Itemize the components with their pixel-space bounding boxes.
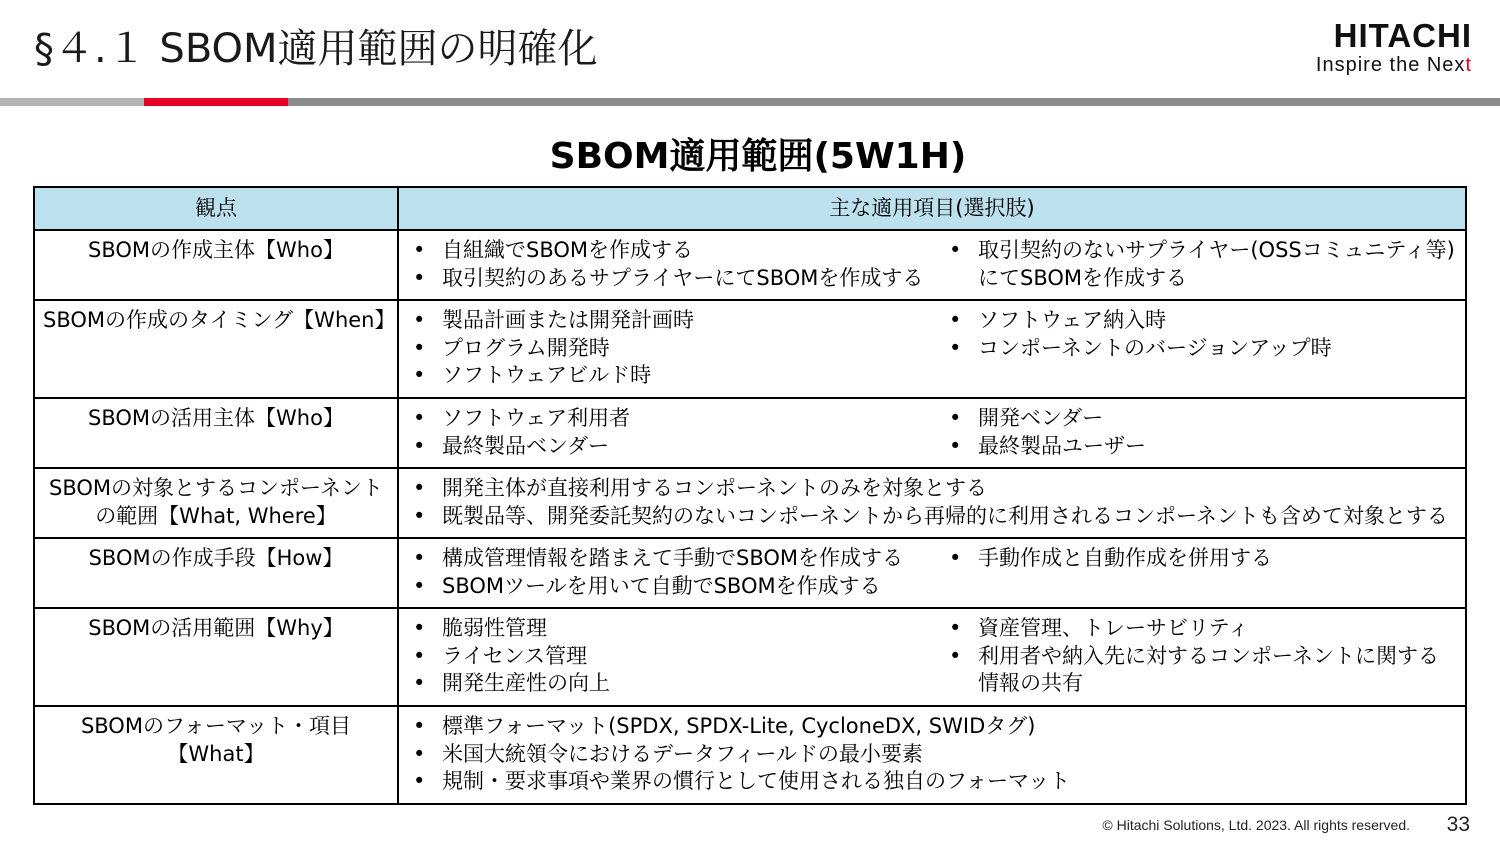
items-cell bbox=[398, 608, 1466, 706]
items-column-left bbox=[407, 545, 943, 600]
header-rule-red bbox=[144, 98, 288, 106]
table-row bbox=[34, 230, 1466, 300]
list-item: • 自組織でSBOMを作成する bbox=[407, 237, 943, 265]
header-rule-gray-left bbox=[0, 98, 144, 106]
sbom-scope-table bbox=[33, 186, 1467, 805]
items-column-full bbox=[407, 475, 1457, 530]
list-item: • 手動作成と自動作成を併用する bbox=[943, 545, 1457, 573]
table-body bbox=[34, 230, 1466, 804]
items-list bbox=[407, 545, 1457, 600]
list-item: • SBOMツールを用いて自動でSBOMを作成する bbox=[407, 573, 943, 601]
list-item: • 取引契約のあるサプライヤーにてSBOMを作成する bbox=[407, 265, 943, 293]
list-item: • 既製品等、開発委託契約のないコンポーネントから再帰的に利用されるコンポーネントも含めて対象とする bbox=[407, 503, 1457, 531]
table-row bbox=[34, 398, 1466, 468]
logo-brand: HITACHI bbox=[1333, 17, 1472, 54]
logo-tagline-accent: t bbox=[1465, 54, 1472, 76]
list-item: • 開発ベンダー bbox=[943, 405, 1457, 433]
aspect-cell: SBOMのフォーマット・項目【What】 bbox=[34, 706, 398, 804]
list-item: • 脆弱性管理 bbox=[407, 615, 943, 643]
items-cell bbox=[398, 398, 1466, 468]
items-list bbox=[407, 713, 1457, 796]
list-item: • 規制・要求事項や業界の慣行として使用される独自のフォーマット bbox=[407, 768, 1457, 796]
table-row bbox=[34, 608, 1466, 706]
items-cell bbox=[398, 538, 1466, 608]
aspect-cell: SBOMの作成のタイミング【When】 bbox=[34, 300, 398, 398]
items-column-left bbox=[407, 307, 943, 390]
items-column-right bbox=[943, 307, 1457, 390]
list-item: • 最終製品ベンダー bbox=[407, 433, 943, 461]
items-cell bbox=[398, 468, 1466, 538]
items-list bbox=[407, 615, 1457, 698]
hitachi-logo bbox=[1272, 18, 1472, 76]
aspect-cell: SBOMの対象とするコンポーネントの範囲【What, Where】 bbox=[34, 468, 398, 538]
list-item: • 構成管理情報を踏まえて手動でSBOMを作成する bbox=[407, 545, 943, 573]
slide-title: §４.１ SBOM適用範囲の明確化 bbox=[34, 26, 598, 72]
list-item: • コンポーネントのバージョンアップ時 bbox=[943, 335, 1457, 363]
list-item: • 最終製品ユーザー bbox=[943, 433, 1457, 461]
table-row bbox=[34, 468, 1466, 538]
table-row bbox=[34, 706, 1466, 804]
header-aspect: 観点 bbox=[34, 187, 398, 230]
list-item: • ソフトウェアビルド時 bbox=[407, 362, 943, 390]
header-items: 主な適用項目(選択肢) bbox=[398, 187, 1466, 230]
copyright-notice: © Hitachi Solutions, Ltd. 2023. All rights reserved. bbox=[1102, 817, 1410, 833]
list-item: • 標準フォーマット(SPDX, SPDX-Lite, CycloneDX, SWIDタグ) bbox=[407, 713, 1457, 741]
items-cell bbox=[398, 706, 1466, 804]
aspect-cell: SBOMの作成手段【How】 bbox=[34, 538, 398, 608]
items-column-left bbox=[407, 237, 943, 292]
list-item: • 米国大統領令におけるデータフィールドの最小要素 bbox=[407, 741, 1457, 769]
header-rule-gray-right bbox=[288, 98, 1500, 106]
items-column-right bbox=[943, 545, 1457, 600]
list-item: • ライセンス管理 bbox=[407, 643, 943, 671]
page-number: 33 bbox=[1446, 813, 1470, 836]
table-header-row bbox=[34, 187, 1466, 230]
list-item: • 利用者や納入先に対するコンポーネントに関する情報の共有 bbox=[943, 643, 1457, 698]
list-item: • 開発生産性の向上 bbox=[407, 670, 943, 698]
list-item: • 取引契約のないサプライヤー(OSSコミュニティ等)にてSBOMを作成する bbox=[943, 237, 1457, 292]
items-column-left bbox=[407, 405, 943, 460]
list-item: • 開発主体が直接利用するコンポーネントのみを対象とする bbox=[407, 475, 1457, 503]
items-list bbox=[407, 405, 1457, 460]
items-list bbox=[407, 237, 1457, 292]
list-item: • 資産管理、トレーサビリティ bbox=[943, 615, 1457, 643]
table-heading: SBOM適用範囲(5W1H) bbox=[549, 136, 967, 177]
items-list bbox=[407, 307, 1457, 390]
items-cell bbox=[398, 230, 1466, 300]
items-column-full bbox=[407, 713, 1457, 796]
table-row bbox=[34, 538, 1466, 608]
items-list bbox=[407, 475, 1457, 530]
items-column-right bbox=[943, 237, 1457, 292]
logo-tagline bbox=[1272, 54, 1472, 76]
aspect-cell: SBOMの活用範囲【Why】 bbox=[34, 608, 398, 706]
items-column-right bbox=[943, 615, 1457, 698]
aspect-cell: SBOMの作成主体【Who】 bbox=[34, 230, 398, 300]
items-cell bbox=[398, 300, 1466, 398]
table-row bbox=[34, 300, 1466, 398]
logo-tagline-main: Inspire the Nex bbox=[1315, 54, 1466, 76]
list-item: • ソフトウェア納入時 bbox=[943, 307, 1457, 335]
items-column-left bbox=[407, 615, 943, 698]
list-item: • ソフトウェア利用者 bbox=[407, 405, 943, 433]
list-item: • プログラム開発時 bbox=[407, 335, 943, 363]
aspect-cell: SBOMの活用主体【Who】 bbox=[34, 398, 398, 468]
items-column-right bbox=[943, 405, 1457, 460]
list-item: • 製品計画または開発計画時 bbox=[407, 307, 943, 335]
